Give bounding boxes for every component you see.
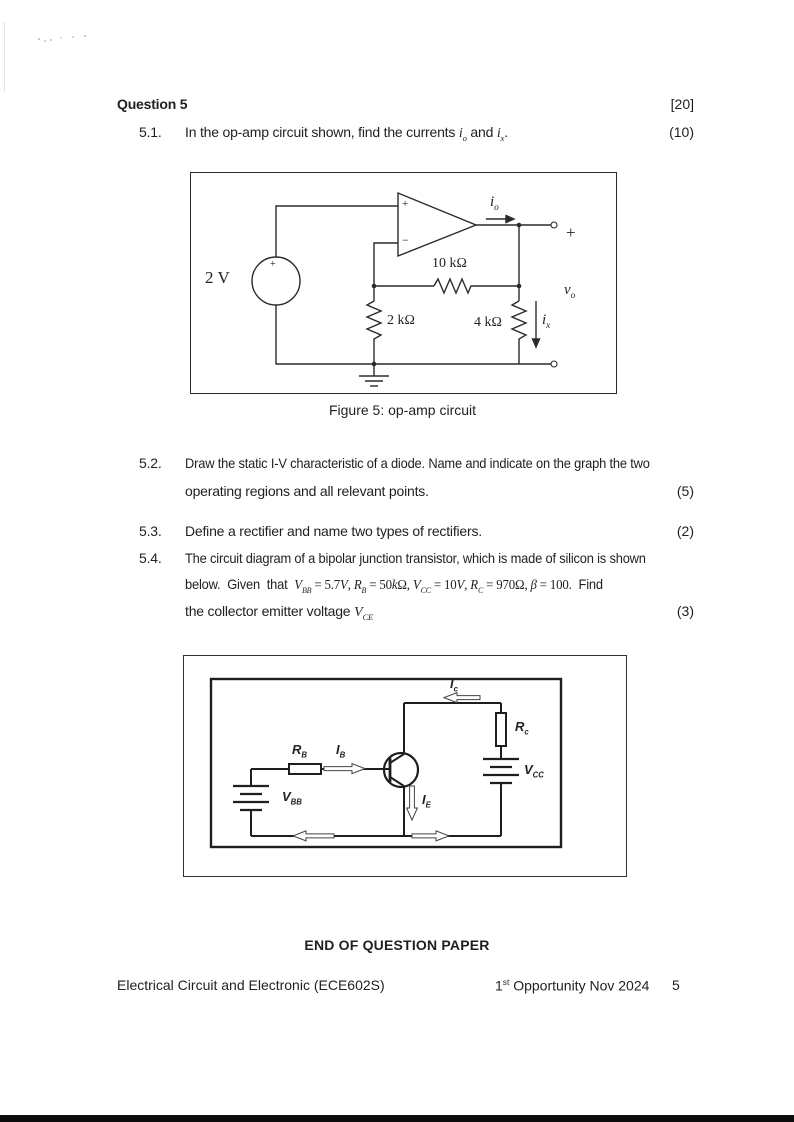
- resistor-2k-label: 2 kΩ: [387, 313, 415, 328]
- rb-label: $R_B$: [292, 742, 308, 760]
- end-of-paper-text: END OF QUESTION PAPER: [304, 937, 490, 953]
- ground-symbol: [359, 364, 389, 386]
- circuit-nodes: [372, 223, 522, 367]
- rc-resistor: [496, 713, 506, 746]
- output-terminals: [551, 222, 557, 367]
- q52-text-line2: operating regions and all relevant points.: [185, 483, 429, 499]
- q54-number: 5.4.: [139, 550, 162, 566]
- q52-number: 5.2.: [139, 455, 162, 471]
- opamp-plus-input-label: +: [402, 198, 409, 210]
- figure5-caption: Figure 5: op-amp circuit: [328, 402, 477, 418]
- resistor-2k: [367, 286, 381, 364]
- q54-text-line1: The circuit diagram of a bipolar junction transistor, which is made of silicon is shown: [185, 550, 646, 566]
- q53-marks: (2): [676, 523, 694, 539]
- footer-course: Electrical Circuit and Electronic (ECE602S): [117, 977, 385, 993]
- io-arrow: [486, 216, 514, 223]
- vcc-label: $V_{CC}$: [524, 762, 544, 780]
- resistor-4k-label: 4 kΩ: [474, 315, 502, 330]
- ib-label: $I_B$: [336, 742, 346, 760]
- q54-text-line2: below. Given that $V_{BB} = 5.7V$, $R_B = 50k\Omega$, $V_{CC} = 10V$, $R_C = 970\Omega$, β = 100. Find: [185, 576, 603, 595]
- q51-number: 5.1.: [139, 124, 162, 140]
- q52-marks: (5): [676, 483, 694, 499]
- bottom-right-arrow: [412, 831, 449, 841]
- q51-text: In the op-amp circuit shown, find the currents $i_o$ and $i_x$.: [185, 124, 508, 143]
- bjt-circuit-svg: [184, 656, 626, 876]
- scan-artifact-line: [4, 22, 5, 92]
- bottom-left-arrow: [293, 831, 334, 841]
- resistor-4k: [512, 225, 526, 364]
- footer-opportunity: 1st Opportunity Nov 2024: [495, 977, 650, 994]
- collector-branch: [404, 703, 506, 759]
- question-title: Question 5: [117, 96, 188, 112]
- ix-arrow: [533, 301, 540, 347]
- vcc-battery: [483, 759, 519, 836]
- ic-arrow: [444, 693, 480, 703]
- ie-label: $I_E$: [422, 792, 431, 810]
- question-total-marks: [20]: [670, 96, 694, 112]
- scan-edge-bar: [0, 1115, 794, 1122]
- vbb-label: $V_{BB}$: [282, 789, 302, 807]
- q54-text-line3: the collector emitter voltage $V_{CE}$: [185, 603, 374, 622]
- rb-resistor: [289, 764, 321, 774]
- pencil-smudge: [38, 38, 40, 40]
- opamp-triangle: [374, 193, 551, 286]
- ie-arrow: [407, 786, 418, 820]
- q54-marks: (3): [676, 603, 694, 619]
- q51-marks: (10): [669, 124, 694, 140]
- figure5-opamp-circuit: [190, 172, 617, 394]
- feedback-resistor-label: 10 kΩ: [432, 256, 467, 271]
- vo-voltage-label: $v_o$: [564, 282, 576, 301]
- opamp-minus-input-label: −: [402, 233, 409, 247]
- q52-text-line1: Draw the static I-V characteristic of a diode. Name and indicate on the graph the two: [185, 455, 650, 471]
- resistor-10k: [374, 279, 519, 293]
- ib-arrow: [324, 764, 365, 774]
- io-current-label: $i_o$: [490, 194, 499, 213]
- ix-current-label: $i_x$: [542, 312, 551, 331]
- footer-page-number: 5: [672, 977, 680, 993]
- source-voltage-label: 2 V: [205, 268, 230, 287]
- q53-number: 5.3.: [139, 523, 162, 539]
- vbb-battery: [233, 769, 269, 836]
- output-plus-sign: +: [566, 223, 576, 242]
- source-plus-sign: +: [270, 259, 276, 270]
- rc-label: $R_c$: [515, 719, 529, 737]
- voltage-source-2v: [252, 206, 551, 364]
- ic-label: $I_c$: [450, 676, 458, 694]
- q53-text: Define a rectifier and name two types of rectifiers.: [185, 523, 482, 539]
- figure-bjt-circuit: [183, 655, 627, 877]
